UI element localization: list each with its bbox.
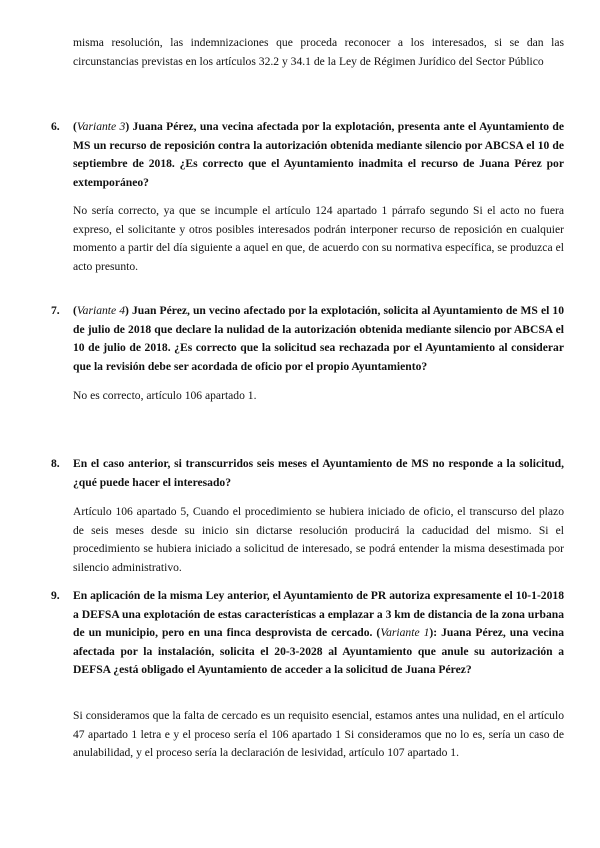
question-6-number: 6.	[51, 120, 60, 133]
question-8-text: En el caso anterior, si transcurridos seis meses el Ayuntamiento de MS no responde a la solicitud, ¿qué puede hacer el interesado?	[73, 457, 564, 489]
question-9-text: En aplicación de la misma Ley anterior, el Ayuntamiento de PR autoriza expresamente el 10-1-2018 a DEFSA una explotación de estas características a emplazar a 3 km de distancia de la zona urbana de un municipio, pero en una finca desprovista de cercado. (Variante 1): Juana Pérez, una vecina afectada por la instalación, solicita el 20-3-2028 al Ayuntamiento que anule su autorización a DEFSA ¿está obligado el Ayuntamiento de acceder a la solicitud de Juana Pérez?	[73, 589, 565, 677]
question-7-number: 7.	[51, 304, 60, 317]
question-7-text: (Variante 4) Juan Pérez, un vecino afectado por la explotación, solicita al Ayuntamiento de MS el 10 de julio de 2018 que declare la nulidad de la autorización obtenida mediante silencio por ABCSA el 10 de julio de 2018. ¿Es correcto que la solicitud sea rechazada por el Ayuntamiento al considerar que la revisión debe ser acordada de oficio por el propio Ayuntamiento?	[73, 304, 564, 373]
question-9-answer: Si consideramos que la falta de cercado es un requisito esencial, estamos antes una nulidad, en el artículo 47 apartado 1 letra e y el proceso sería el 106 apartado 1 Si consideramos que no lo es, sería un caso de anulabilidad, y el proceso sería la declaración de lesividad, artículo 107 apartado 1.	[73, 709, 564, 760]
continuation-paragraph: misma resolución, las indemnizaciones que proceda reconocer a los interesados, si se dan las circunstancias previstas en los artículos 32.2 y 34.1 de la Ley de Régimen Jurídico del Sector Público	[73, 36, 564, 68]
question-8-answer: Artículo 106 apartado 5, Cuando el procedimiento se hubiera iniciado de oficio, el transcurso del plazo de seis meses desde su inicio sin dictarse resolución producirá la caducidad del mismo. Si el procedimiento se hubiera iniciado a solicitud de interesado, se podrá entender la misma desestimada por silencio administrativo.	[73, 505, 564, 574]
question-6-text: (Variante 3) Juana Pérez, una vecina afectada por la explotación, presenta ante el Ayuntamiento de MS un recurso de reposición contra la autorización obtenida mediante silencio por ABCSA el 10 de septiembre de 2018. ¿Es correcto que el Ayuntamiento inadmita el recurso de Juana Pérez por extemporáneo?	[73, 120, 565, 189]
question-9-variant: Variante 1	[380, 626, 430, 640]
question-7-answer: No es correcto, artículo 106 apartado 1.	[73, 389, 257, 402]
question-9-number: 9.	[51, 589, 60, 602]
question-6-variant: Variante 3	[76, 120, 126, 133]
question-6-answer: No sería correcto, ya que se incumple el artículo 124 apartado 1 párrafo segundo Si el acto no fuera expreso, el solicitante y otros posibles interesados podrán interponer recurso de reposición en cualquier momento a partir del día siguiente a aquel en que, de acuerdo con su normativa específica, se produzca el acto presunto.	[73, 204, 564, 273]
question-7-variant: Variante 4	[76, 304, 126, 317]
question-8-number: 8.	[51, 457, 60, 470]
